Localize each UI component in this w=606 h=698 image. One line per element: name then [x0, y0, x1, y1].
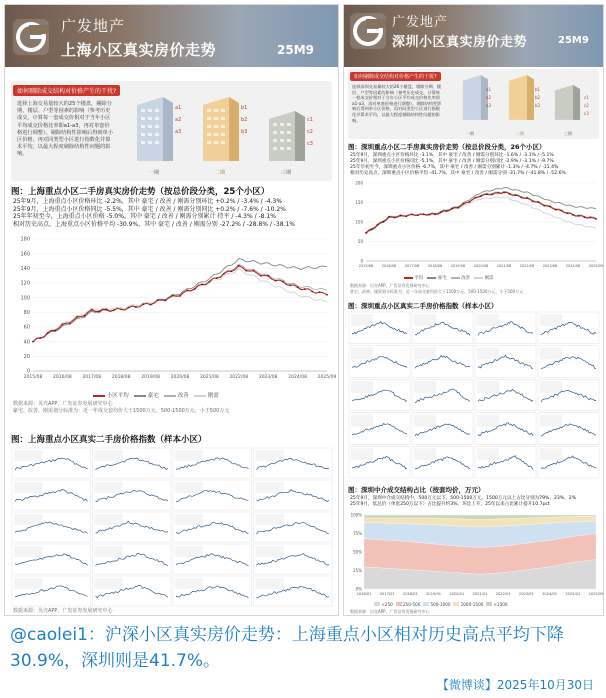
data-point [150, 304, 152, 306]
y-tick-label: 100 [355, 219, 363, 225]
data-point [480, 195, 482, 197]
mini-chart-table [95, 482, 123, 493]
x-tick-label: 2024/08 [565, 264, 581, 268]
y-tick-label: 200 [355, 180, 363, 186]
data-point [238, 265, 240, 267]
data-point [311, 291, 313, 293]
data-point [69, 322, 71, 324]
weibo-caption: @caolei1：沪深小区真实房价走势：上海重点小区相对历史高点平均下降30.9%，深圳则是41.7%。 [10, 625, 564, 671]
mini-chart-table [477, 381, 499, 393]
data-point [365, 232, 367, 234]
building-label: b1 [535, 87, 541, 92]
report-title: 上海小区真实房价走势 [61, 41, 217, 59]
y-tick-label: 0 [26, 368, 30, 375]
legend-item: >1500 [493, 602, 508, 607]
tier-label: 三期 [281, 170, 292, 176]
data-point [135, 306, 137, 308]
data-point [157, 299, 159, 301]
legend-item: 豪宅 [147, 393, 159, 399]
y-tick-label: 25% [353, 568, 362, 573]
x-tick-label: 2023/08 [542, 264, 558, 268]
mini-chart-table [414, 381, 436, 393]
data-point [509, 193, 511, 195]
mini-chart-table [477, 314, 499, 326]
data-point [526, 197, 528, 199]
data-point [201, 283, 203, 285]
mini-chart-table [175, 578, 203, 589]
legend-item: 小区平均 [106, 393, 129, 399]
data-point [84, 315, 86, 317]
stats-summary: 25年9月，深圳重点小区价格环比 -3.1%，其中 豪宅 / 改善 / 刚需分别环比 -1.6% / -3.1% / -5.1% 25年9月，深圳重点小区价格同比 -5.1%，其中 豪宅 / 改善 / 刚需分别同比 -2.9% / -3.1% / -9.7% 25年年初至今，深圳重点小区价格 -6.7%，其中 豪宅 / 改善 / 刚需分别累计 -1.3% / -4.7% / -11.4% 相对历史高点，深圳重点小区价格平均 -41.7%，其中 豪宅 / 改善 / 刚需分别 -31.7% / -41.8% / -52.6% [350, 153, 566, 176]
data-point [209, 281, 211, 283]
mini-chart-table [540, 381, 562, 393]
data-point [538, 201, 540, 203]
y-tick-label: 100 [20, 295, 30, 302]
x-tick-label: 2016/01 [356, 592, 372, 596]
legend-item: 刚需 [484, 276, 494, 281]
x-tick-label: 2019/08 [141, 375, 160, 380]
issue-label: 25M9 [558, 35, 589, 46]
source-note: 数据来源：贝壳APP，广发证券发展研究中心 [13, 401, 113, 407]
post-date: 【微博谈】2025年10月30日 [436, 678, 594, 692]
mini-chart-table [256, 450, 284, 461]
data-point [275, 280, 277, 282]
data-point [304, 288, 306, 290]
y-tick-label: 50% [353, 549, 362, 555]
data-point [231, 270, 233, 272]
data-point [62, 323, 64, 325]
data-point [463, 203, 465, 205]
mini-chart-table [256, 482, 284, 493]
mini-chart-table [477, 415, 499, 427]
report-header [344, 5, 603, 67]
data-point [503, 192, 505, 194]
report-title: 深圳小区真实房价走势 [392, 35, 528, 50]
building-label: a1 [486, 87, 491, 92]
series-line [366, 192, 596, 233]
classification-note: 豪宅、改善、刚需划分标准为：近一年成交套均价大于1500万元、500-1500万元、小于500万元 [350, 289, 524, 294]
x-tick-label: 2025/01 [565, 592, 581, 596]
data-point [113, 309, 115, 311]
data-point [405, 215, 407, 217]
mini-chart-table [540, 348, 562, 360]
data-point [297, 286, 299, 288]
shanghai-report-panel [4, 4, 339, 616]
series-line [366, 192, 596, 233]
data-point [584, 216, 586, 218]
mini-chart-table [351, 415, 373, 427]
y-tick-label: 160 [20, 251, 30, 258]
x-tick-label: 2024/08 [288, 375, 307, 380]
data-point [578, 215, 580, 217]
data-point [549, 206, 551, 208]
data-point [267, 275, 269, 277]
data-point [260, 275, 262, 277]
chart-legend [93, 391, 219, 399]
data-point [76, 316, 78, 318]
building-label: c2 [307, 129, 313, 135]
data-point [451, 208, 453, 210]
mini-chart-table [414, 314, 436, 326]
building-label: c1 [584, 95, 589, 100]
x-tick-label: 2020/08 [170, 375, 190, 380]
tier-label: 二期 [215, 170, 226, 176]
tier-label: 二期 [516, 131, 524, 136]
x-tick-label: 2022/08 [229, 375, 249, 380]
data-point [39, 337, 41, 339]
shenzhen-structure-area-chart [348, 511, 604, 601]
legend-item: 500-1000 [430, 602, 451, 607]
mini-chart-table [414, 448, 436, 460]
data-point [47, 332, 49, 334]
x-tick-label: 2018/08 [427, 264, 443, 268]
data-point [179, 295, 181, 297]
mini-chart-table [414, 348, 436, 360]
mini-chart-table [540, 415, 562, 427]
legend-item: 刚需 [207, 393, 219, 399]
report-header [5, 5, 338, 67]
mini-chart-table [95, 546, 123, 557]
mini-chart-table [351, 314, 373, 326]
data-point [492, 193, 494, 195]
data-point [423, 213, 425, 215]
shanghai-sample-index-grid [11, 447, 333, 607]
series-line [33, 266, 327, 342]
y-tick-label: 60 [23, 324, 30, 331]
y-tick-label: 0 [360, 258, 363, 264]
x-tick-label: 2021/01 [472, 592, 488, 596]
stats-summary: 25年9月，深圳中介成交结构中，500万元以下、500-1500万元、1500万元以上占比分别为79%、23%、2% 25年9月，低总价（单套250万以下）占比提升约3%，环比上升，25年以来占比累计提升10.7pct [350, 496, 577, 507]
building-label: b1 [241, 105, 248, 111]
issue-label: 25M9 [277, 43, 314, 57]
brand-name: 广发地产 [392, 15, 449, 30]
y-tick-label: 150 [355, 199, 363, 205]
mini-chart-table [351, 348, 373, 360]
x-tick-label: 2025/09 [317, 375, 337, 380]
stats-summary: 25年9月，上海重点小区价格环比 -2.2%，其中 豪宅 / 改善 / 刚需分别环比 +0.2% / -3.4% / -4.3% 25年9月，上海重点小区价格同比 -5.5%，其中 豪宅 / 改善 / 刚需分别同比 +0.2% / -7.6% / -10.2% 25年年初至今，上海重点小区价格 -5.0%，其中 豪宅 / 改善 / 刚需分别累计 持平 / -4.3% / -8.1% 相对历史高点，上海重点小区价格平均 -30.9%，其中 豪宅 / 改善 / 刚需分别 -27.2% / -28.8% / -38.1% [13, 198, 295, 228]
section-title: 图：深圳中介成交结构占比（按套均价，万元） [348, 486, 485, 494]
data-point [326, 294, 328, 296]
data-point [411, 213, 413, 215]
tier-label: 三期 [564, 131, 572, 136]
x-tick-label: 2020/08 [473, 264, 489, 268]
data-point [561, 210, 563, 212]
mini-chart-table [540, 448, 562, 460]
data-point [120, 308, 122, 310]
series-line [33, 264, 327, 341]
building-label: c2 [584, 103, 589, 108]
mini-chart-table [14, 546, 42, 557]
building-label: a3 [175, 129, 182, 135]
data-point [32, 341, 34, 343]
x-tick-label: 2015/08 [358, 264, 374, 268]
x-tick-label: 2025/09 [588, 592, 604, 596]
y-tick-label: 120 [20, 280, 30, 287]
building-label: b2 [241, 117, 248, 123]
data-point [486, 193, 488, 195]
legend-item: 1000-1500 [460, 602, 484, 607]
x-tick-label: 2018/08 [111, 375, 131, 380]
building-label: c3 [584, 111, 589, 116]
shanghai-price-trend-chart [11, 233, 337, 389]
data-point [98, 311, 100, 313]
mini-chart-table [540, 314, 562, 326]
data-point [223, 273, 225, 275]
section-title: 图：深圳重点小区二手房真实房价走势（按总价段分类，26个小区） [348, 143, 546, 151]
mini-chart-table [95, 578, 123, 589]
section-title: 图：深圳重点小区真实二手房价格指数（样本小区） [348, 302, 498, 310]
source-note: 数据来源：贝壳APP，广发证券发展研究中心 [13, 608, 113, 614]
x-tick-label: 2019/08 [450, 264, 466, 268]
mini-chart-table [256, 514, 284, 525]
methodology-box [11, 81, 332, 181]
legend-item: 改善 [177, 393, 189, 399]
data-point [91, 309, 93, 311]
x-tick-label: 2017/01 [379, 592, 395, 596]
data-point [394, 217, 396, 219]
mini-chart-table [414, 415, 436, 427]
data-point [440, 211, 442, 213]
mini-chart-table [256, 578, 284, 589]
y-tick-label: 40 [23, 339, 30, 346]
data-point [106, 309, 108, 311]
y-tick-label: 20 [23, 354, 30, 360]
legend-item: 豪宅 [437, 276, 447, 281]
source-note: 数据来源：贝壳APP，广发证券发展研究中心 [350, 609, 430, 614]
data-point [457, 207, 459, 209]
mini-chart-table [477, 348, 499, 360]
y-tick-label: 75% [353, 531, 362, 536]
data-point [474, 197, 476, 199]
y-tick-label: 80 [23, 310, 30, 316]
data-point [497, 192, 499, 194]
building-label: a1 [175, 105, 182, 111]
building-label: a2 [486, 95, 491, 100]
data-point [589, 217, 591, 219]
question-tag: 如何剔除成交结构对价格产生的干扰? [350, 72, 441, 81]
building-label: c3 [307, 141, 313, 147]
data-point [515, 194, 517, 196]
legend-item: 改善 [461, 276, 470, 281]
classification-note: 豪宅、改善、刚需划分标准为：近一年成交套均价大于1500万元、500-1500万元、小于500万元 [13, 408, 230, 414]
data-point [572, 214, 574, 216]
shenzhen-report-panel [343, 4, 604, 616]
y-tick-label: 50 [357, 238, 363, 244]
data-point [400, 215, 402, 217]
data-point [186, 290, 188, 292]
tier-label: 一期 [149, 170, 160, 176]
data-point [371, 228, 373, 230]
mini-chart-table [477, 448, 499, 460]
x-tick-label: 2021/08 [496, 264, 512, 268]
data-point [595, 218, 597, 220]
mini-chart-table [175, 546, 203, 557]
question-tag: 如何剔除成交结构对价格产生的干扰? [13, 85, 120, 96]
building-label: a2 [175, 117, 182, 123]
data-point [54, 330, 56, 332]
y-tick-label: 100% [350, 512, 362, 518]
data-point [532, 201, 534, 203]
data-point [543, 205, 545, 207]
x-tick-label: 2019/01 [426, 592, 442, 596]
data-point [417, 214, 419, 216]
data-point [388, 216, 390, 218]
data-point [377, 224, 379, 226]
data-point [428, 214, 430, 216]
y-tick-label: 0% [355, 586, 362, 592]
x-tick-label: 2017/08 [404, 264, 420, 268]
mini-chart-table [351, 448, 373, 460]
shenzhen-sample-index-grid [348, 311, 600, 479]
x-tick-label: 2025/09 [588, 264, 604, 268]
mini-chart-table [351, 381, 373, 393]
series-line [33, 258, 327, 341]
x-tick-label: 2018/01 [402, 592, 418, 596]
mini-chart-table [256, 546, 284, 557]
building-illustration [452, 71, 602, 135]
x-tick-label: 2022/08 [519, 264, 535, 268]
building-label: a3 [486, 103, 491, 108]
data-point [289, 284, 291, 286]
mini-chart-table [95, 514, 123, 525]
data-point [469, 201, 471, 203]
chart-legend [404, 275, 493, 281]
data-point [253, 270, 255, 272]
legend-item: 250-500 [402, 602, 421, 607]
building-label: c1 [307, 117, 313, 123]
x-tick-label: 2023/08 [258, 375, 278, 380]
x-tick-label: 2022/01 [495, 592, 511, 596]
x-tick-label: 2023/01 [518, 592, 534, 596]
source-note: 数据来源：贝壳APP，广发证券发展研究中心 [350, 283, 430, 288]
gf-logo-icon [350, 13, 386, 49]
mini-chart-table [95, 450, 123, 461]
mini-chart-table [175, 482, 203, 493]
mini-chart-table [175, 514, 203, 525]
mini-chart-table [14, 482, 42, 493]
shenzhen-price-trend-chart [348, 179, 604, 275]
mini-chart-table [14, 450, 42, 461]
building-label: b3 [535, 103, 541, 108]
question-text: 选择上海交易量较大的25个楼盘，剔除分期、楼层、户型等因素的影响（参考历史成交，计算每一套成交价相对于当年小区平均成交价格比率即a1-a3，再对单套价格进行调整）。剔除结构性影响后得到单小区价格，再对同类型小区进行指数化并算术平均，以最大程度剔除结构性问题的影响。 [17, 101, 113, 158]
x-tick-label: 2015/08 [23, 375, 43, 380]
x-tick-label: 2020/01 [449, 592, 465, 596]
mini-chart-table [14, 514, 42, 525]
data-point [172, 295, 174, 297]
mini-chart-table [14, 578, 42, 589]
data-point [194, 288, 196, 290]
tier-label: 一期 [466, 131, 474, 136]
y-tick-label: 180 [20, 236, 30, 243]
data-point [382, 221, 384, 223]
section-title: 图：上海重点小区二手房真实房价走势（按总价段分类，25个小区） [11, 187, 270, 197]
building-label: b3 [241, 129, 248, 135]
data-point [566, 212, 568, 214]
data-point [434, 213, 436, 215]
building-illustration [129, 91, 329, 181]
x-tick-label: 2016/08 [53, 375, 72, 380]
y-tick-label: 140 [20, 266, 30, 272]
data-point [520, 197, 522, 199]
x-tick-label: 2024/01 [542, 592, 558, 596]
mini-chart-table [175, 450, 203, 461]
data-point [142, 303, 144, 305]
data-point [128, 307, 130, 309]
x-tick-label: 2016/08 [381, 264, 397, 268]
chart-legend [374, 602, 508, 607]
legend-item: 平均 [414, 276, 424, 281]
building-label: b2 [535, 95, 541, 100]
section-title: 图：上海重点小区真实二手房价格指数（样本小区） [11, 435, 207, 445]
brand-name: 广发地产 [61, 17, 126, 35]
x-tick-label: 2021/08 [200, 375, 219, 380]
data-point [216, 277, 218, 279]
data-point [245, 270, 247, 272]
data-point [164, 300, 166, 302]
gf-logo-icon [13, 19, 49, 55]
question-text: 选择深圳交易量较大的26个楼盘，剔除分期、楼层、户型等因素的影响（参考历史成交，计算每一套成交价相对于当年小区平均成交价格比率即a1-a3，再对单套价格进行调整）。剔除结构性影响后得到单小区价格，再对同类型小区进行指数化并算术平均，以最大程度剔除结构性问题的影响。 [352, 84, 442, 123]
methodology-box [348, 69, 599, 139]
data-point [319, 291, 321, 293]
data-point [446, 210, 448, 212]
data-point [555, 209, 557, 211]
data-point [282, 281, 284, 283]
legend-item: <250 [381, 602, 393, 607]
x-tick-label: 2017/08 [82, 375, 102, 380]
